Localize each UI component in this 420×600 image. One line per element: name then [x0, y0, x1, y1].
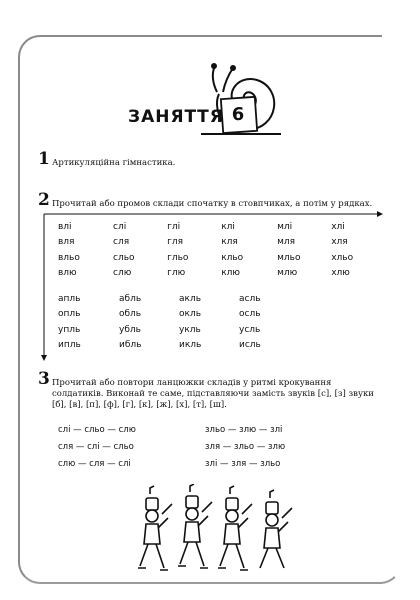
table-row: [58, 292, 388, 307]
syllable: кльо: [221, 252, 244, 263]
marching-soldiers-illustration: [130, 484, 300, 574]
table-row: [58, 251, 388, 266]
syllable: влю: [58, 268, 77, 279]
syllable: клі: [221, 222, 235, 232]
task-number: 3: [38, 369, 50, 389]
syllable: мльо: [277, 252, 301, 263]
syllable: ибль: [119, 340, 142, 351]
syllable: икль: [179, 340, 202, 351]
soldier-icon: [138, 486, 172, 570]
syllable: глю: [167, 268, 186, 279]
syllable: слі: [113, 222, 127, 232]
syllable: вльо: [58, 252, 80, 263]
syllable: усль: [239, 324, 261, 335]
table-row: [58, 266, 388, 281]
table-row: [58, 307, 388, 322]
syllable: убль: [119, 324, 141, 335]
syllable: млю: [277, 268, 298, 279]
table-row: [58, 220, 388, 235]
syllable: укль: [179, 324, 201, 335]
syllable: ипль: [58, 340, 81, 351]
syllable: асль: [239, 294, 261, 304]
task-text: Прочитай або промов склади спочатку в стовпчиках, а потім у рядках.: [52, 199, 373, 209]
list-item: зльо — злю — злі: [205, 425, 283, 435]
list-item: сля — слі — сльо: [58, 442, 134, 452]
syllable-grid-1: [58, 220, 388, 282]
syllable: акль: [179, 294, 202, 304]
syllable: апль: [58, 294, 81, 304]
syllable: исль: [239, 340, 261, 351]
list-item: зля — зльо — злю: [205, 442, 286, 452]
syllable: обль: [119, 309, 142, 320]
syllable: влі: [58, 222, 72, 232]
syllable: сльо: [113, 252, 135, 263]
syllable: глі: [167, 222, 181, 232]
syllable-chains-left: [58, 422, 136, 473]
syllable: кля: [221, 237, 238, 248]
syllable: гльо: [167, 252, 189, 263]
syllable: абль: [119, 294, 142, 304]
syllable: осль: [239, 309, 261, 320]
task-text: Прочитай або повтори ланцюжки складів у ритмі крокування солдатиків. Виконай те саме, підставляючи замість звуків [с], [з] звуки [б], [в], [п], [ф], [г], [к], [ж], [х], [т], [ш].: [52, 378, 374, 410]
soldier-icon: [218, 486, 252, 570]
syllable: окль: [179, 309, 201, 320]
task-number: 2: [38, 190, 50, 210]
syllable: опль: [58, 309, 81, 320]
syllable: мля: [277, 237, 296, 248]
soldier-icon: [178, 484, 212, 568]
list-item: слі — сльо — слю: [58, 425, 136, 435]
task-3: [38, 369, 383, 411]
syllable: вля: [58, 237, 75, 248]
syllable: хлі: [331, 222, 345, 232]
syllable: сля: [113, 237, 130, 248]
syllable: млі: [277, 222, 293, 232]
table-row: [58, 323, 388, 338]
page-title: ЗАНЯТТЯ: [128, 107, 224, 127]
list-item: слю — сля — слі: [58, 459, 131, 469]
lesson-number: 6: [231, 104, 245, 125]
syllable: хльо: [331, 252, 354, 263]
task-text: Артикуляційна гімнастика.: [52, 158, 176, 168]
table-row: [58, 235, 388, 250]
syllable-chains-right: [205, 422, 285, 473]
task-number: 1: [38, 149, 50, 169]
syllable-grid-2: [58, 292, 388, 354]
syllable: упль: [58, 324, 81, 335]
syllable: хля: [331, 237, 348, 248]
list-item: злі — зля — зльо: [205, 459, 281, 469]
syllable: клю: [221, 268, 240, 279]
syllable: слю: [113, 268, 132, 279]
syllable: хлю: [331, 268, 350, 279]
table-row: [58, 338, 388, 353]
soldier-icon: [260, 490, 292, 568]
syllable: гля: [167, 237, 183, 248]
